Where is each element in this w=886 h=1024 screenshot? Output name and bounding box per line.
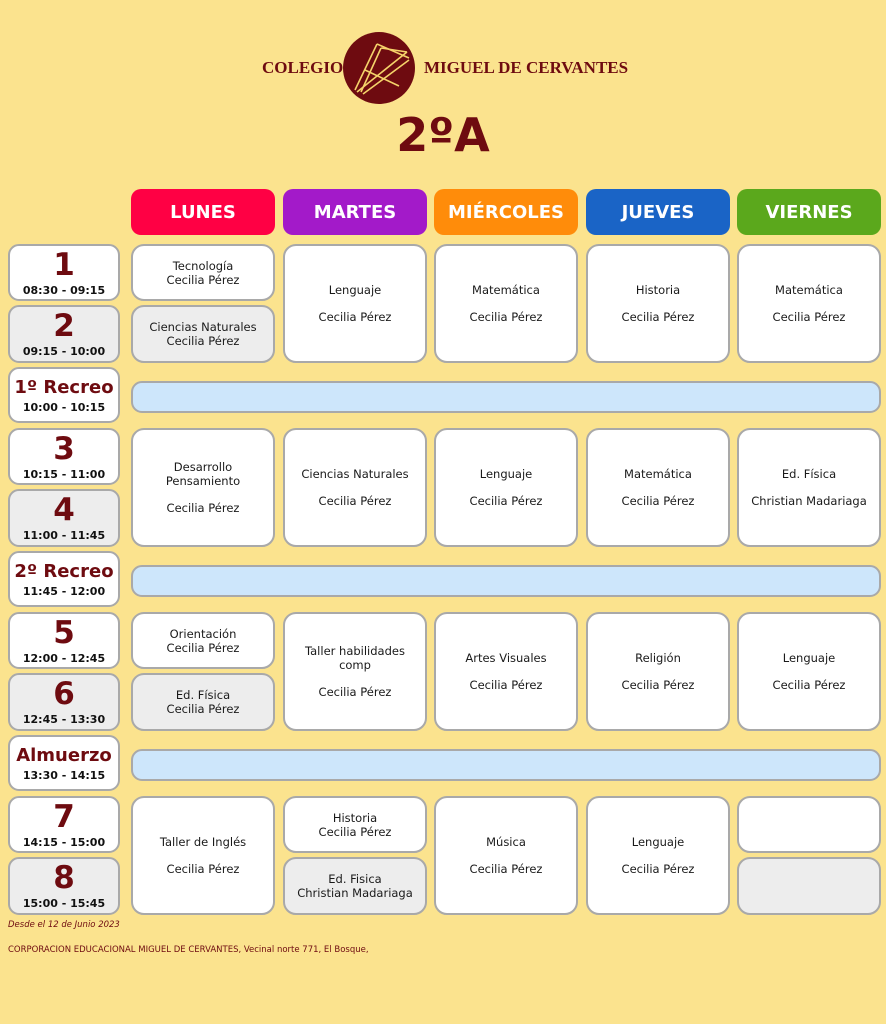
footer-address: CORPORACION EDUCACIONAL MIGUEL DE CERVANTES, Vecinal norte 771, El Bosque, <box>8 945 369 955</box>
school-name-right: MIGUEL DE CERVANTES <box>424 58 629 77</box>
subject-label: Ciencias Naturales <box>301 467 409 481</box>
teacher-label: Cecilia Pérez <box>318 824 392 839</box>
subject-label: Ciencias Naturales <box>149 320 257 334</box>
period-4 <box>8 489 120 547</box>
teacher-label: Cecilia Pérez <box>772 310 846 324</box>
period-recreo-2 <box>8 551 120 607</box>
class-cell-martes-7[interactable] <box>283 796 427 853</box>
class-cell-martes-8[interactable] <box>283 857 427 915</box>
school-name-left: COLEGIO <box>262 58 344 77</box>
teacher-label: Cecilia Pérez <box>621 494 695 508</box>
subject-label: Lenguaje <box>631 835 685 849</box>
period-time: 09:15 - 10:00 <box>22 345 106 358</box>
period-time: 12:45 - 13:30 <box>22 713 106 726</box>
period-8 <box>8 857 120 915</box>
teacher-label: Cecilia Pérez <box>318 494 392 508</box>
class-cell-martes-3-4[interactable] <box>283 428 427 547</box>
period-almuerzo <box>8 735 120 791</box>
period-5 <box>8 612 120 669</box>
break-bar-almuerzo <box>131 749 881 781</box>
period-name: 1º Recreo <box>14 376 114 398</box>
class-cell-lunes-3-4[interactable] <box>131 428 275 547</box>
school-header <box>0 14 886 94</box>
period-number: 6 <box>53 676 75 712</box>
class-cell-viernes-8-empty[interactable] <box>737 857 881 915</box>
period-recreo-1 <box>8 367 120 423</box>
teacher-label: Cecilia Pérez <box>318 685 392 699</box>
teacher-label: Cecilia Pérez <box>469 862 543 876</box>
class-cell-martes-5-6[interactable] <box>283 612 427 731</box>
teacher-label: Cecilia Pérez <box>166 640 240 655</box>
period-time: 11:00 - 11:45 <box>22 529 106 542</box>
class-cell-viernes-1-2[interactable] <box>737 244 881 363</box>
class-cell-lunes-7-8[interactable] <box>131 796 275 915</box>
class-cell-lunes-5[interactable] <box>131 612 275 669</box>
day-header-lunes: LUNES <box>131 189 275 235</box>
teacher-label: Cecilia Pérez <box>166 334 240 348</box>
teacher-label: Cecilia Pérez <box>166 501 240 515</box>
subject-label: Lenguaje <box>782 651 836 665</box>
period-time: 14:15 - 15:00 <box>22 835 106 849</box>
period-time: 10:15 - 11:00 <box>22 467 106 481</box>
subject-label: Historia <box>332 810 378 825</box>
period-time: 15:00 - 15:45 <box>22 897 106 910</box>
class-cell-viernes-7-empty[interactable] <box>737 796 881 853</box>
class-cell-jueves-3-4[interactable] <box>586 428 730 547</box>
teacher-label: Cecilia Pérez <box>469 310 543 324</box>
class-cell-lunes-6[interactable] <box>131 673 275 731</box>
teacher-label: Cecilia Pérez <box>166 862 240 876</box>
period-time: 11:45 - 12:00 <box>22 584 106 598</box>
class-cell-jueves-5-6[interactable] <box>586 612 730 731</box>
period-number: 1 <box>53 246 75 283</box>
class-cell-miercoles-1-2[interactable] <box>434 244 578 363</box>
period-2 <box>8 305 120 363</box>
subject-label: Lenguaje <box>479 467 533 481</box>
subject-label: Matemática <box>775 283 843 297</box>
subject-label: Matemática <box>624 467 692 481</box>
subject-label: Matemática <box>472 283 540 297</box>
period-name: 2º Recreo <box>14 560 114 582</box>
class-cell-lunes-1[interactable] <box>131 244 275 301</box>
period-6 <box>8 673 120 731</box>
break-bar-recreo-1 <box>131 381 881 413</box>
teacher-label: Cecilia Pérez <box>318 310 392 324</box>
subject-label: Desarrollo Pensamiento <box>165 460 241 488</box>
period-1 <box>8 244 120 301</box>
day-header-miercoles: MIÉRCOLES <box>434 189 578 235</box>
day-header-viernes: VIERNES <box>737 189 881 235</box>
class-cell-miercoles-7-8[interactable] <box>434 796 578 915</box>
class-cell-martes-1-2[interactable] <box>283 244 427 363</box>
schedule-start-note: Desde el 12 de Junio 2023 <box>8 920 120 930</box>
class-cell-viernes-5-6[interactable] <box>737 612 881 731</box>
period-time: 13:30 - 14:15 <box>22 768 106 782</box>
day-header-martes: MARTES <box>283 189 427 235</box>
subject-label: Religión <box>635 651 681 665</box>
period-number: 4 <box>53 492 75 528</box>
subject-label: Taller de Inglés <box>159 835 247 849</box>
period-7 <box>8 796 120 853</box>
period-time: 08:30 - 09:15 <box>22 283 106 297</box>
period-time: 12:00 - 12:45 <box>22 651 106 665</box>
subject-label: Taller habilidades comp <box>305 644 405 672</box>
class-title: 2ºA <box>396 108 490 162</box>
subject-label: Ed. Fisica <box>328 872 382 886</box>
subject-label: Artes Visuales <box>465 651 547 665</box>
class-cell-miercoles-5-6[interactable] <box>434 612 578 731</box>
teacher-label: Cecilia Pérez <box>772 678 846 692</box>
subject-label: Historia <box>635 283 681 297</box>
day-header-jueves: JUEVES <box>586 189 730 235</box>
teacher-label: Cecilia Pérez <box>469 494 543 508</box>
subject-label: Orientación <box>169 626 237 641</box>
teacher-label: Cecilia Pérez <box>621 310 695 324</box>
period-3 <box>8 428 120 485</box>
period-number: 7 <box>53 798 75 835</box>
subject-label: Tecnología <box>172 258 234 273</box>
class-cell-lunes-2[interactable] <box>131 305 275 363</box>
break-bar-recreo-2 <box>131 565 881 597</box>
period-number: 5 <box>53 614 75 651</box>
class-cell-jueves-1-2[interactable] <box>586 244 730 363</box>
teacher-label: Cecilia Pérez <box>166 272 240 287</box>
subject-label: Ed. Física <box>175 688 231 702</box>
class-cell-viernes-3-4[interactable] <box>737 428 881 547</box>
teacher-label: Cecilia Pérez <box>621 862 695 876</box>
teacher-label: Cecilia Pérez <box>469 678 543 692</box>
period-number: 2 <box>53 308 75 344</box>
period-number: 8 <box>53 860 75 896</box>
period-number: 3 <box>53 430 75 467</box>
period-time: 10:00 - 10:15 <box>22 400 106 414</box>
teacher-label: Cecilia Pérez <box>166 702 240 716</box>
teacher-label: Christian Madariaga <box>751 494 867 508</box>
school-logo <box>341 30 417 106</box>
subject-label: Música <box>486 835 526 849</box>
subject-label: Lenguaje <box>328 283 382 297</box>
class-cell-jueves-7-8[interactable] <box>586 796 730 915</box>
teacher-label: Cecilia Pérez <box>621 678 695 692</box>
teacher-label: Christian Madariaga <box>297 886 413 900</box>
subject-label: Ed. Física <box>781 467 837 481</box>
class-cell-miercoles-3-4[interactable] <box>434 428 578 547</box>
period-name: Almuerzo <box>16 744 112 766</box>
